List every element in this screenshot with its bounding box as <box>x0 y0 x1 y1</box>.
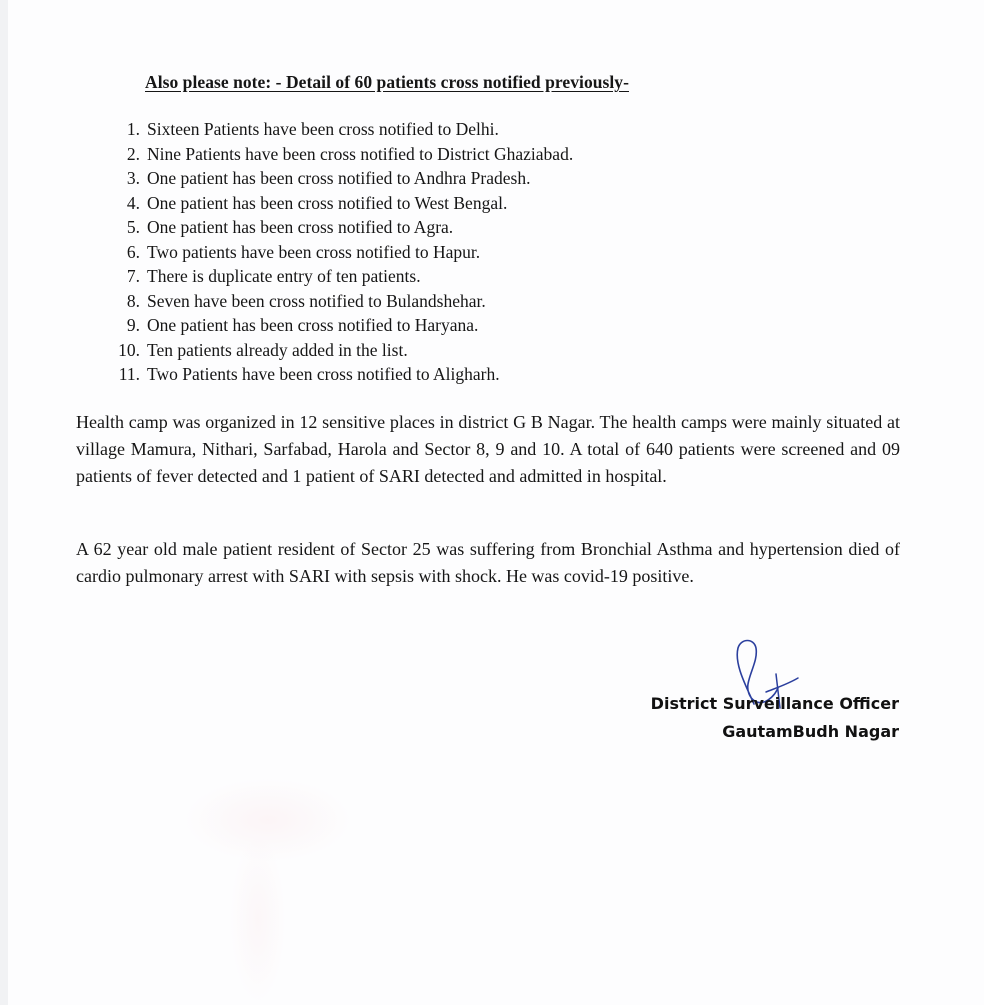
list-text: Nine Patients have been cross notified to District Ghaziabad. <box>147 143 574 164</box>
list-text: One patient has been cross notified to West Bengal. <box>147 192 508 213</box>
document-page <box>8 0 984 1005</box>
list-number: 4. <box>126 192 140 213</box>
list-item <box>114 264 573 289</box>
health-camp-paragraph: Health camp was organized in 12 sensitive places in district G B Nagar. The health camps were mainly situated at village Mamura, Nithari, Sarfabad, Harola and Sector 8, 9 and 10. A total of 640 patients were screened and 09 patients of fever detected and 1 patient of SARI detected and admitted in hospital. <box>76 412 900 486</box>
list-item <box>114 191 573 216</box>
death-report-paragraph: A 62 year old male patient resident of Sector 25 was suffering from Bronchial Asthma and hypertension died of cardio pulmonary arrest with SARI with sepsis with shock. He was covid-19 positive. <box>76 539 900 586</box>
signatory-block <box>651 690 899 746</box>
list-item <box>114 338 573 363</box>
list-text: Two patients have been cross notified to Hapur. <box>147 241 481 262</box>
list-number: 1. <box>126 119 140 139</box>
list-item <box>114 166 573 191</box>
list-number: 11. <box>118 364 140 384</box>
list-item <box>114 117 573 142</box>
list-text: Sixteen Patients have been cross notified to Delhi. <box>147 119 499 139</box>
list-item <box>114 362 573 387</box>
list-item <box>114 240 573 265</box>
list-item <box>114 289 573 314</box>
list-number: 2. <box>126 143 140 164</box>
list-number: 8. <box>126 290 140 311</box>
list-item <box>114 313 573 338</box>
list-text: Ten patients already added in the list. <box>147 339 408 360</box>
cross-notified-list <box>114 117 573 387</box>
list-number: 7. <box>126 266 140 286</box>
list-number: 6. <box>126 241 140 262</box>
signatory-location: GautamBudh Nagar <box>722 722 899 741</box>
list-number: 5. <box>126 217 140 237</box>
bleed-through-stain <box>68 760 488 1005</box>
list-text: Two Patients have been cross notified to Aligharh. <box>147 364 500 384</box>
list-number: 3. <box>126 168 140 188</box>
list-item <box>114 142 573 167</box>
list-text: One patient has been cross notified to Haryana. <box>147 315 479 335</box>
signatory-title: District Surveillance Officer <box>650 694 899 713</box>
list-text: There is duplicate entry of ten patients. <box>147 266 421 286</box>
list-number: 10. <box>118 339 140 360</box>
list-text: One patient has been cross notified to Andhra Pradesh. <box>147 168 531 188</box>
list-text: One patient has been cross notified to Agra. <box>147 217 454 237</box>
list-number: 9. <box>126 315 140 335</box>
list-item <box>114 215 573 240</box>
list-text: Seven have been cross notified to Bulandshehar. <box>147 290 486 311</box>
section-heading: Also please note: - Detail of 60 patients cross notified previously- <box>145 72 629 92</box>
